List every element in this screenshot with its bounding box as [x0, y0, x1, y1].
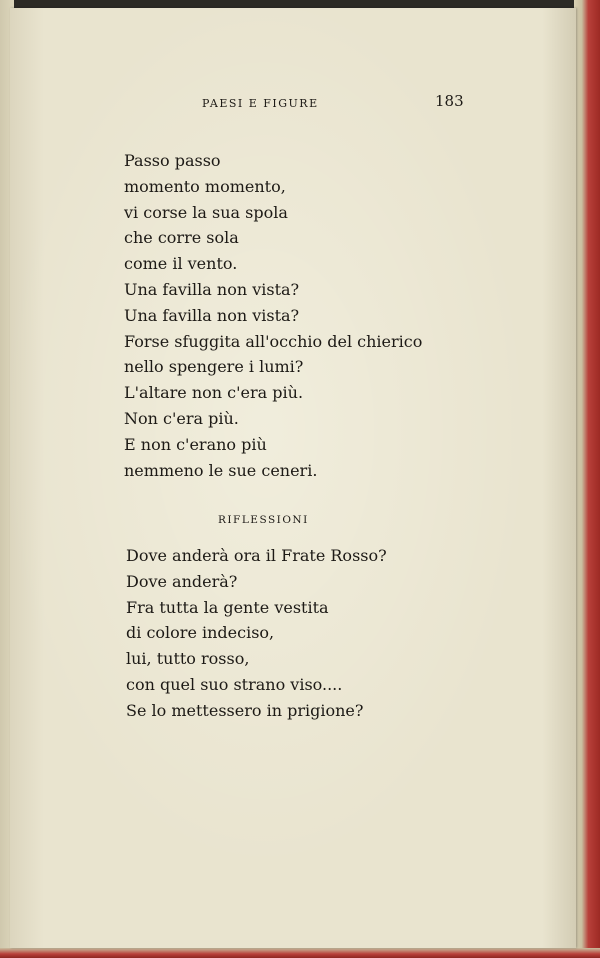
poem-line: Una favilla non vista? [124, 305, 300, 325]
poem-line: L'altare non c'era più. [124, 383, 304, 403]
poem-line: E non c'erano più [124, 434, 267, 454]
poem-line: che corre sola [124, 228, 239, 248]
poem-line: Non c'era più. [124, 408, 239, 428]
poem-line: Se lo mettessero in prigione? [126, 700, 364, 720]
poem-stanza-one [124, 148, 422, 483]
poem-line: Dove anderà? [126, 571, 238, 591]
book-page [10, 8, 576, 948]
book-cover-edge [574, 0, 600, 958]
poem-line: con quel suo strano viso.... [126, 674, 343, 694]
poem-line: momento momento, [124, 176, 286, 196]
poem-line: Una favilla non vista? [124, 279, 300, 299]
poem-line: vi corse la sua spola [124, 202, 288, 222]
poem-line: Passo passo [124, 151, 221, 170]
poem-line: Forse sfuggita all'occhio del chierico [124, 331, 423, 351]
poem-line: come il vento. [124, 254, 238, 274]
poem-line: nello spengere i lumi? [124, 357, 304, 377]
poem-line: Fra tutta la gente vestita [126, 597, 329, 617]
poem-stanza-two [126, 543, 387, 724]
poem-line: Dove anderà ora il Frate Rosso? [126, 546, 387, 565]
running-head: PAESI E FIGURE [202, 97, 319, 110]
book-cover-bottom-edge [0, 948, 600, 958]
poem-line: nemmeno le sue ceneri. [124, 460, 318, 480]
poem-line: di colore indeciso, [126, 623, 275, 643]
section-title: RIFLESSIONI [218, 514, 309, 526]
page-number: 183 [435, 92, 464, 110]
poem-line: lui, tutto rosso, [126, 649, 250, 669]
